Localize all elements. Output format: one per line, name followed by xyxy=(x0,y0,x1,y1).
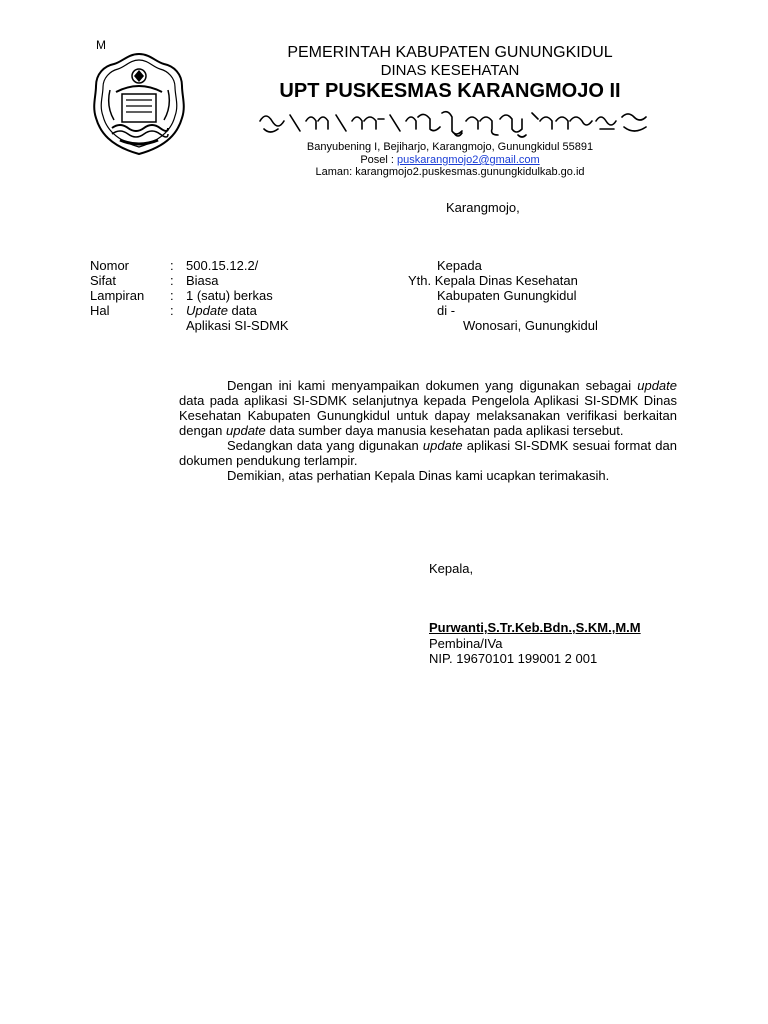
meta-row-hal xyxy=(90,303,289,318)
meta-value: 1 (satu) berkas xyxy=(186,288,273,303)
body-text-span: data pada aplikasi SI-SDMK selanjutnya kepada Pengelola Aplikasi SI-SDMK Dinas Kesehatan Kabupaten Gunungkidul untuk dapay melaksanakan verifikasi berkaitan dengan xyxy=(179,393,677,438)
signature-title: Kepala, xyxy=(429,561,474,576)
email-line xyxy=(195,155,705,166)
body-text-span: Sedangkan data yang digunakan xyxy=(227,438,423,453)
meta-value: 500.15.12.2/ xyxy=(186,258,259,273)
meta-row-nomor xyxy=(90,258,289,273)
meta-key: Nomor xyxy=(90,258,130,273)
addressee-di: di - xyxy=(437,303,456,318)
meta-row-lampiran xyxy=(90,288,289,303)
email-label: Posel : xyxy=(360,154,398,166)
meta-colon: : xyxy=(170,303,174,318)
email-link[interactable]: puskarangmojo2@gmail.com xyxy=(397,154,540,166)
office-address: Banyubening I, Bejiharjo, Karangmojo, Gunungkidul 55891 xyxy=(306,141,594,153)
body-paragraph-2 xyxy=(179,438,677,468)
body-paragraph-1 xyxy=(179,378,677,438)
government-title: PEMERINTAH KABUPATEN GUNUNGKIDUL xyxy=(287,44,613,61)
addressee-yth: Yth. Kepala Dinas Kesehatan xyxy=(408,273,578,288)
letter-body xyxy=(179,378,677,483)
signatory-rank: Pembina/IVa xyxy=(429,636,503,651)
meta-colon: : xyxy=(170,258,174,273)
body-paragraph-3: Demikian, atas perhatian Kepala Dinas kami ucapkan terimakasih. xyxy=(227,468,610,483)
meta-colon xyxy=(170,318,186,333)
body-text-span: aplikasi SI-SDMK sesuai format dan dokumen pendukung terlampir. xyxy=(179,438,677,468)
meta-key: Sifat xyxy=(90,273,117,288)
meta-key: Lampiran xyxy=(90,288,145,303)
body-text-span: Dengan ini kami menyampaikan dokumen yang digunakan sebagai xyxy=(227,378,638,393)
body-text-span: data sumber daya manusia kesehatan pada aplikasi tersebut. xyxy=(265,423,624,438)
body-italic-span: update xyxy=(637,378,677,393)
addressee-to: Kepada xyxy=(437,258,482,273)
meta-value: Aplikasi SI-SDMK xyxy=(186,318,289,333)
meta-key: Hal xyxy=(90,303,110,318)
addressee-office: Kabupaten Gunungkidul xyxy=(437,288,577,303)
meta-key xyxy=(90,318,170,333)
signatory-name: Purwanti,S.Tr.Keb.Bdn.,S.KM.,M.M xyxy=(429,620,641,635)
letter-meta-table xyxy=(90,258,289,333)
website-line: Laman: karangmojo2.puskesmas.gunungkidulkab.go.id xyxy=(315,166,585,178)
meta-colon: : xyxy=(170,273,174,288)
javanese-script-title xyxy=(256,107,656,141)
meta-value-rest: data xyxy=(227,303,257,318)
addressee-block xyxy=(405,258,598,333)
meta-value: Biasa xyxy=(186,273,219,288)
regency-emblem-icon xyxy=(90,50,188,158)
body-italic-span: update xyxy=(226,423,266,438)
addressee-city: Wonosari, Gunungkidul xyxy=(463,318,598,333)
meta-colon: : xyxy=(170,288,174,303)
corner-mark: M xyxy=(96,38,106,52)
signatory-nip: NIP. 19670101 199001 2 001 xyxy=(429,651,598,666)
meta-value-italic: Update xyxy=(186,303,228,318)
meta-value xyxy=(186,303,289,318)
letter-place: Karangmojo, xyxy=(446,200,520,215)
meta-row-sifat xyxy=(90,273,289,288)
meta-row-hal-continued xyxy=(90,318,289,333)
department-title: DINAS KESEHATAN xyxy=(380,62,520,79)
institution-title: UPT PUSKESMAS KARANGMOJO II xyxy=(279,80,621,102)
body-italic-span: update xyxy=(422,438,463,453)
